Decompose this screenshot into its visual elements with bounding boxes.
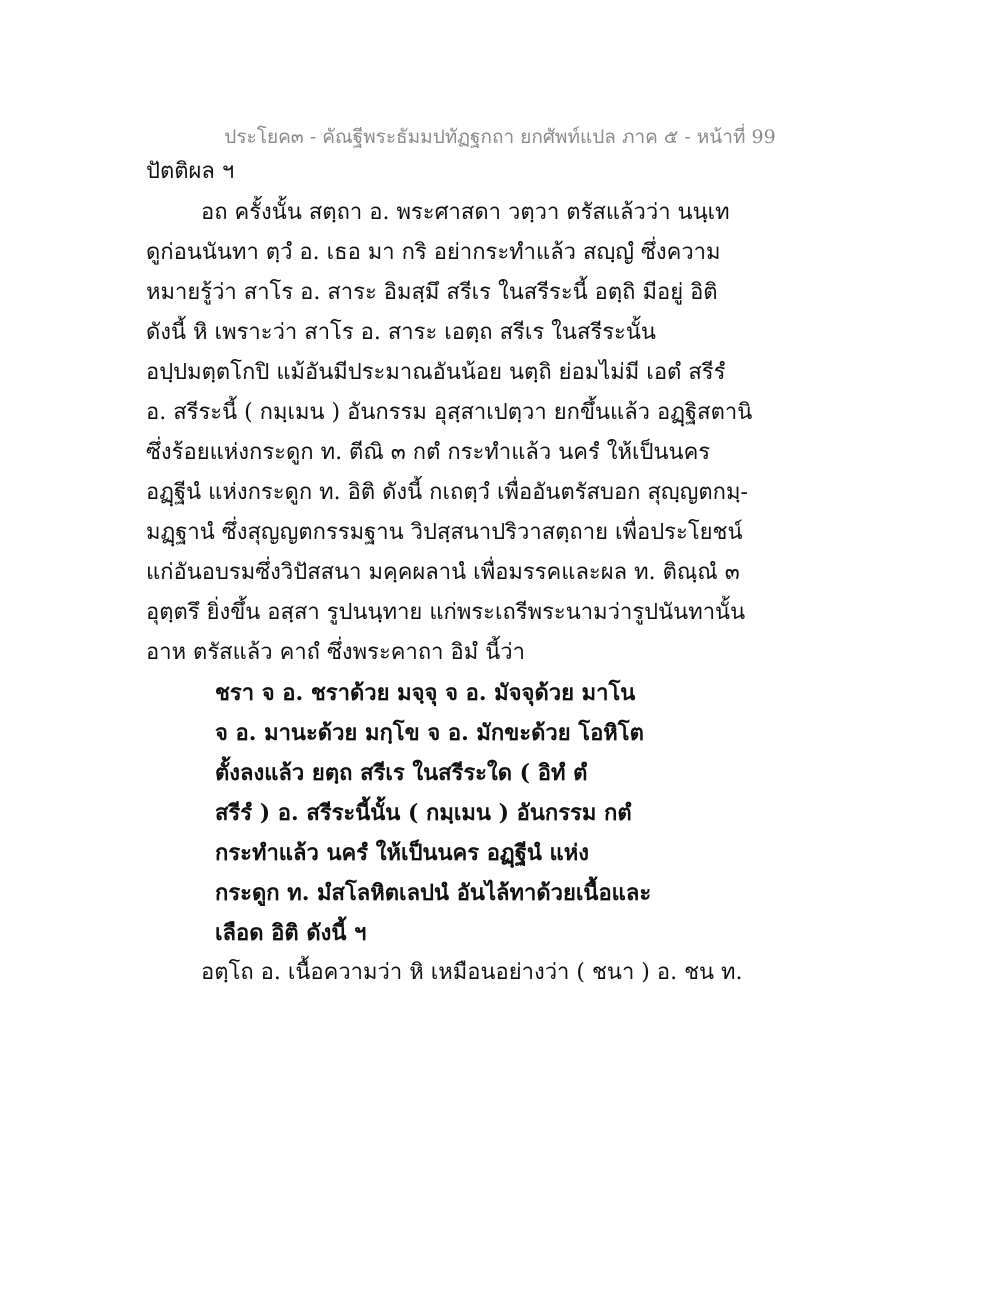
verse-line: กระดูก ท. มํสโลหิตเลปนํ อันไล้ทาด้วยเนื้อและ — [215, 880, 652, 906]
body-line: ดังนี้ หิ เพราะว่า สาโร อ. สาระ เอตฺถ สรีเร ในสรีระนั้น — [146, 320, 656, 345]
running-header: ประโยค๓ - คัณฐีพระธัมมปทัฏฐกถา ยกศัพท์แปล ภาค ๕ - หน้าที่ 99 — [224, 126, 776, 148]
body-line: อถ ครั้งนั้น สตฺถา อ. พระศาสดา วตฺวา ตรัสแล้วว่า นนฺเท — [201, 200, 730, 225]
body-line: อปฺปมตฺตโกปิ แม้อันมีประมาณอันน้อย นตฺถิ ย่อมไม่มี เอตํ สรีรํ — [146, 360, 726, 385]
verse-line: ชรา จ อ. ชราด้วย มจฺจุ จ อ. มัจจุด้วย มาโน — [215, 680, 636, 706]
body-line: อุตฺตรึ ยิ่งขึ้น อสฺสา รูปนนฺทาย แก่พระเถรีพระนามว่ารูปนันทานั้น — [146, 600, 746, 625]
body-line: มฏฺฐานํ ซึ่งสุญญตกรรมฐาน วิปสฺสนาปริวาสตฺถาย เพื่อประโยชน์ — [146, 520, 743, 545]
body-line: ปัตติผล ฯ — [146, 159, 235, 184]
body-line: อาห ตรัสแล้ว คาถํ ซึ่งพระคาถา อิมํ นี้ว่า — [146, 640, 525, 665]
body-line: ซึ่งร้อยแห่งกระดูก ท. ตีณิ ๓ กตํ กระทำแล้ว นครํ ให้เป็นนคร — [146, 440, 711, 465]
body-line: ดูก่อนนันทา ตฺวํ อ. เธอ มา กริ อย่ากระทำแล้ว สญฺญํ ซึ่งความ — [146, 240, 721, 265]
verse-line: ตั้งลงแล้ว ยตฺถ สรีเร ในสรีระใด ( อิทํ ตํ — [215, 760, 588, 786]
commentary-line: อตฺโถ อ. เนื้อความว่า หิ เหมือนอย่างว่า ( ชนา ) อ. ชน ท. — [201, 960, 743, 985]
verse-line: สรีรํ ) อ. สรีระนี้นั้น ( กมฺเมน ) อันกรรม กตํ — [215, 800, 632, 826]
body-line: หมายรู้ว่า สาโร อ. สาระ อิมสฺมึ สรีเร ในสรีระนี้ อตฺถิ มีอยู่ อิติ — [146, 280, 718, 305]
body-line: แก่อันอบรมซึ่งวิปัสสนา มคฺคผลานํ เพื่อมรรคและผล ท. ติณฺณํ ๓ — [146, 560, 740, 585]
verse-line: กระทำแล้ว นครํ ให้เป็นนคร อฏฺฐีนํ แห่ง — [215, 840, 589, 866]
body-line: อ. สรีระนี้ ( กมฺเมน ) อันกรรม อุสฺสาเปตฺวา ยกขึ้นแล้ว อฏฺฐิสตานิ — [146, 400, 753, 425]
body-line: อฏฺฐีนํ แห่งกระดูก ท. อิติ ดังนี้ กเถตฺวํ เพื่ออันตรัสบอก สุญฺญตกมฺ- — [146, 480, 748, 505]
verse-line: เลือด อิติ ดังนี้ ฯ — [215, 920, 367, 946]
verse-line: จ อ. มานะด้วย มกฺโข จ อ. มักขะด้วย โอหิโต — [215, 720, 644, 746]
